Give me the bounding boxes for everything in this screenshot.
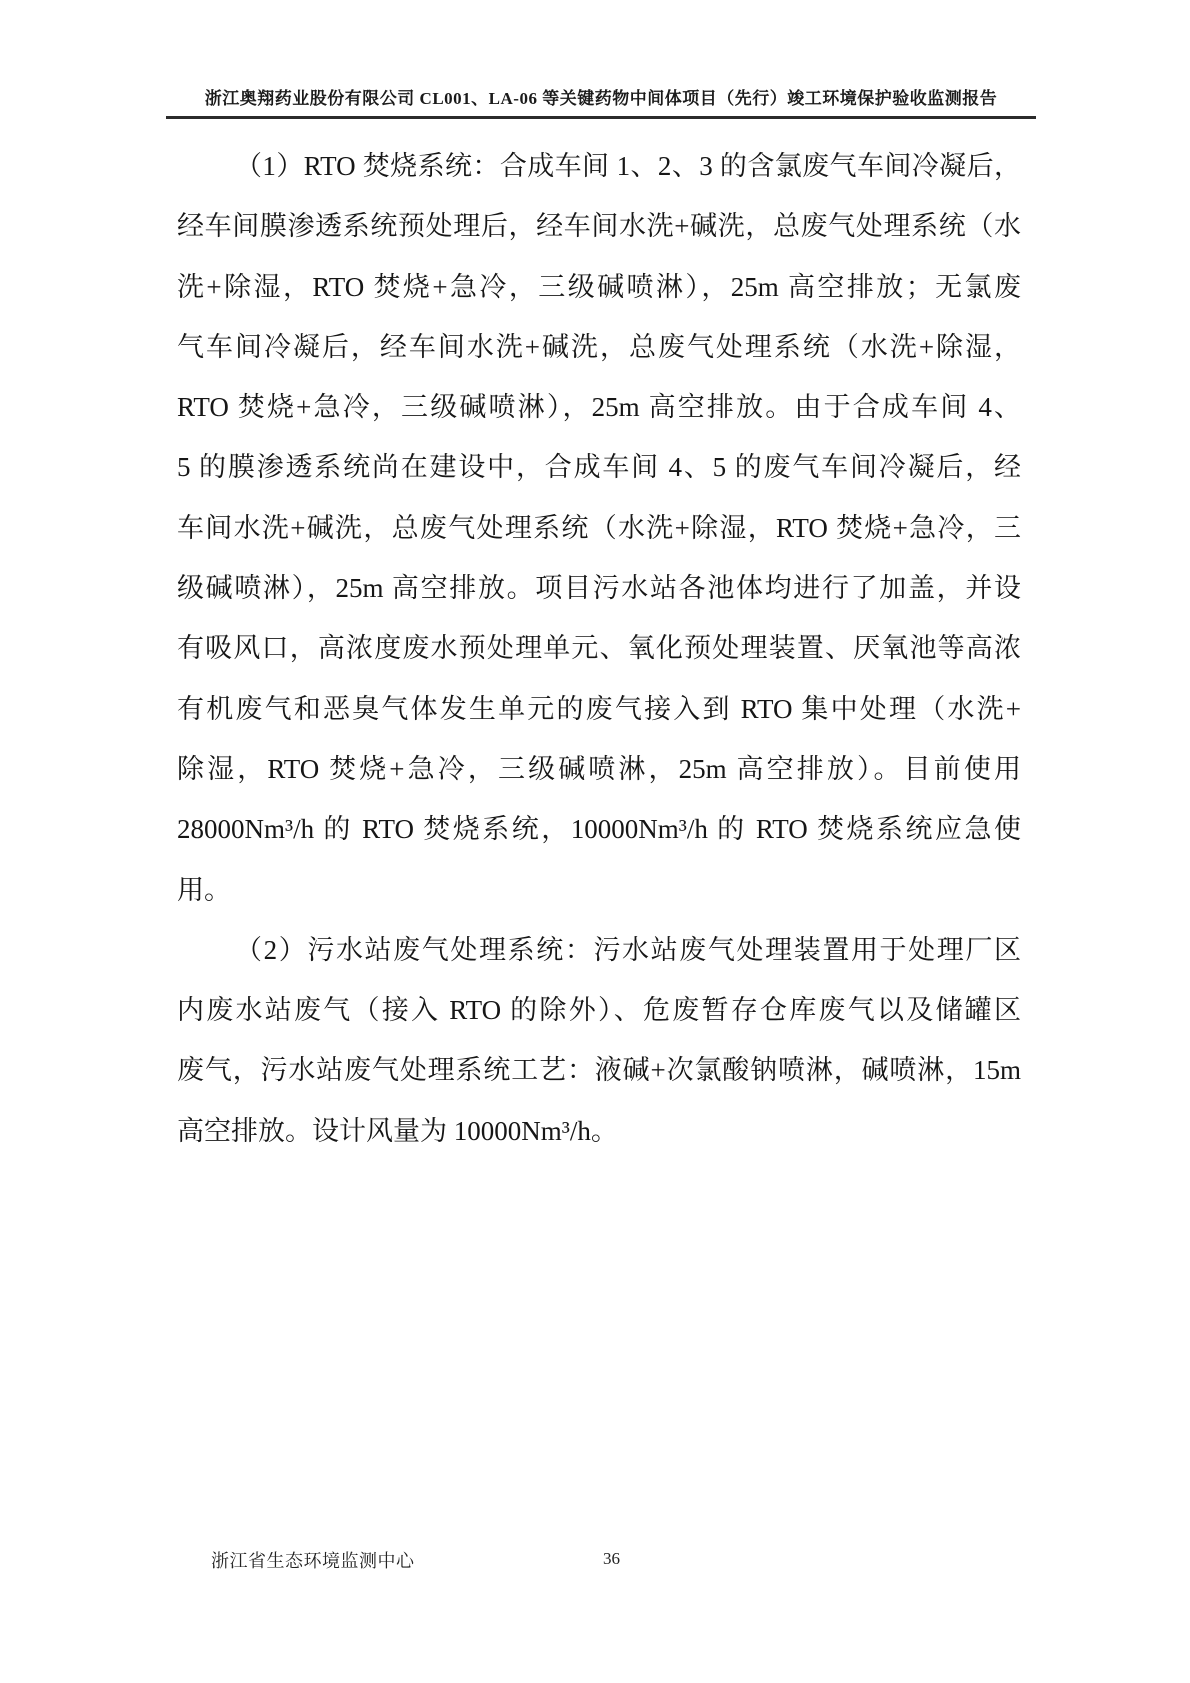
- paragraph2-line-3: 废气，污水站废气处理系统工艺：液碱+次氯酸钠喷淋，碱喷淋，15m: [177, 1055, 1021, 1086]
- page-header: [166, 84, 1036, 119]
- paragraph1-line-8: 级碱喷淋），25m 高空排放。项目污水站各池体均进行了加盖，并设: [177, 573, 1021, 604]
- paragraph1-line-5: RTO 焚烧+急冷，三级碱喷淋），25m 高空排放。由于合成车间 4、: [177, 392, 1021, 423]
- footer-page-number: 36: [603, 1549, 620, 1568]
- paragraph1-line-12: 28000Nm³/h 的 RTO 焚烧系统，10000Nm³/h 的 RTO 焚烧系统应急使: [177, 814, 1021, 845]
- paragraph2-line-2: 内废水站废气（接入 RTO 的除外）、危废暂存仓库废气以及储罐区: [177, 995, 1021, 1026]
- paragraph1-line-1: （1）RTO 焚烧系统：合成车间 1、2、3 的含氯废气车间冷凝后，: [235, 151, 1021, 181]
- document-body: [177, 136, 1021, 1161]
- paragraph1-line-10: 有机废气和恶臭气体发生单元的废气接入到 RTO 集中处理（水洗+: [177, 693, 1021, 724]
- paragraph1-line-13: 用。: [177, 874, 231, 905]
- paragraph1-line-7: 车间水洗+碱洗，总废气处理系统（水洗+除湿，RTO 焚烧+急冷，三: [177, 512, 1021, 543]
- paragraph1-line-3: 洗+除湿，RTO 焚烧+急冷，三级碱喷淋），25m 高空排放；无氯废: [177, 271, 1021, 302]
- footer-organization: 浙江省生态环境监测中心: [211, 1551, 415, 1571]
- paragraph1-line-2: 经车间膜渗透系统预处理后，经车间水洗+碱洗，总废气处理系统（水: [177, 211, 1021, 242]
- paragraph1-line-6: 5 的膜渗透系统尚在建设中，合成车间 4、5 的废气车间冷凝后，经: [177, 452, 1021, 483]
- paragraph1-line-9: 有吸风口，高浓度废水预处理单元、氧化预处理装置、厌氧池等高浓: [177, 633, 1021, 664]
- paragraph2-line-4: 高空排放。设计风量为 10000Nm³/h。: [177, 1115, 618, 1146]
- paragraph1-line-11: 除湿，RTO 焚烧+急冷，三级碱喷淋，25m 高空排放）。目前使用: [177, 753, 1021, 784]
- header-title: 浙江奥翔药业股份有限公司 CL001、LA-06 等关键药物中间体项目（先行）竣工环境保护验收监测报告: [204, 89, 998, 108]
- paragraph2-line-1: （2）污水站废气处理系统：污水站废气处理装置用于处理厂区: [235, 934, 1021, 965]
- paragraph1-line-4: 气车间冷凝后，经车间水洗+碱洗，总废气处理系统（水洗+除湿，: [177, 331, 1021, 362]
